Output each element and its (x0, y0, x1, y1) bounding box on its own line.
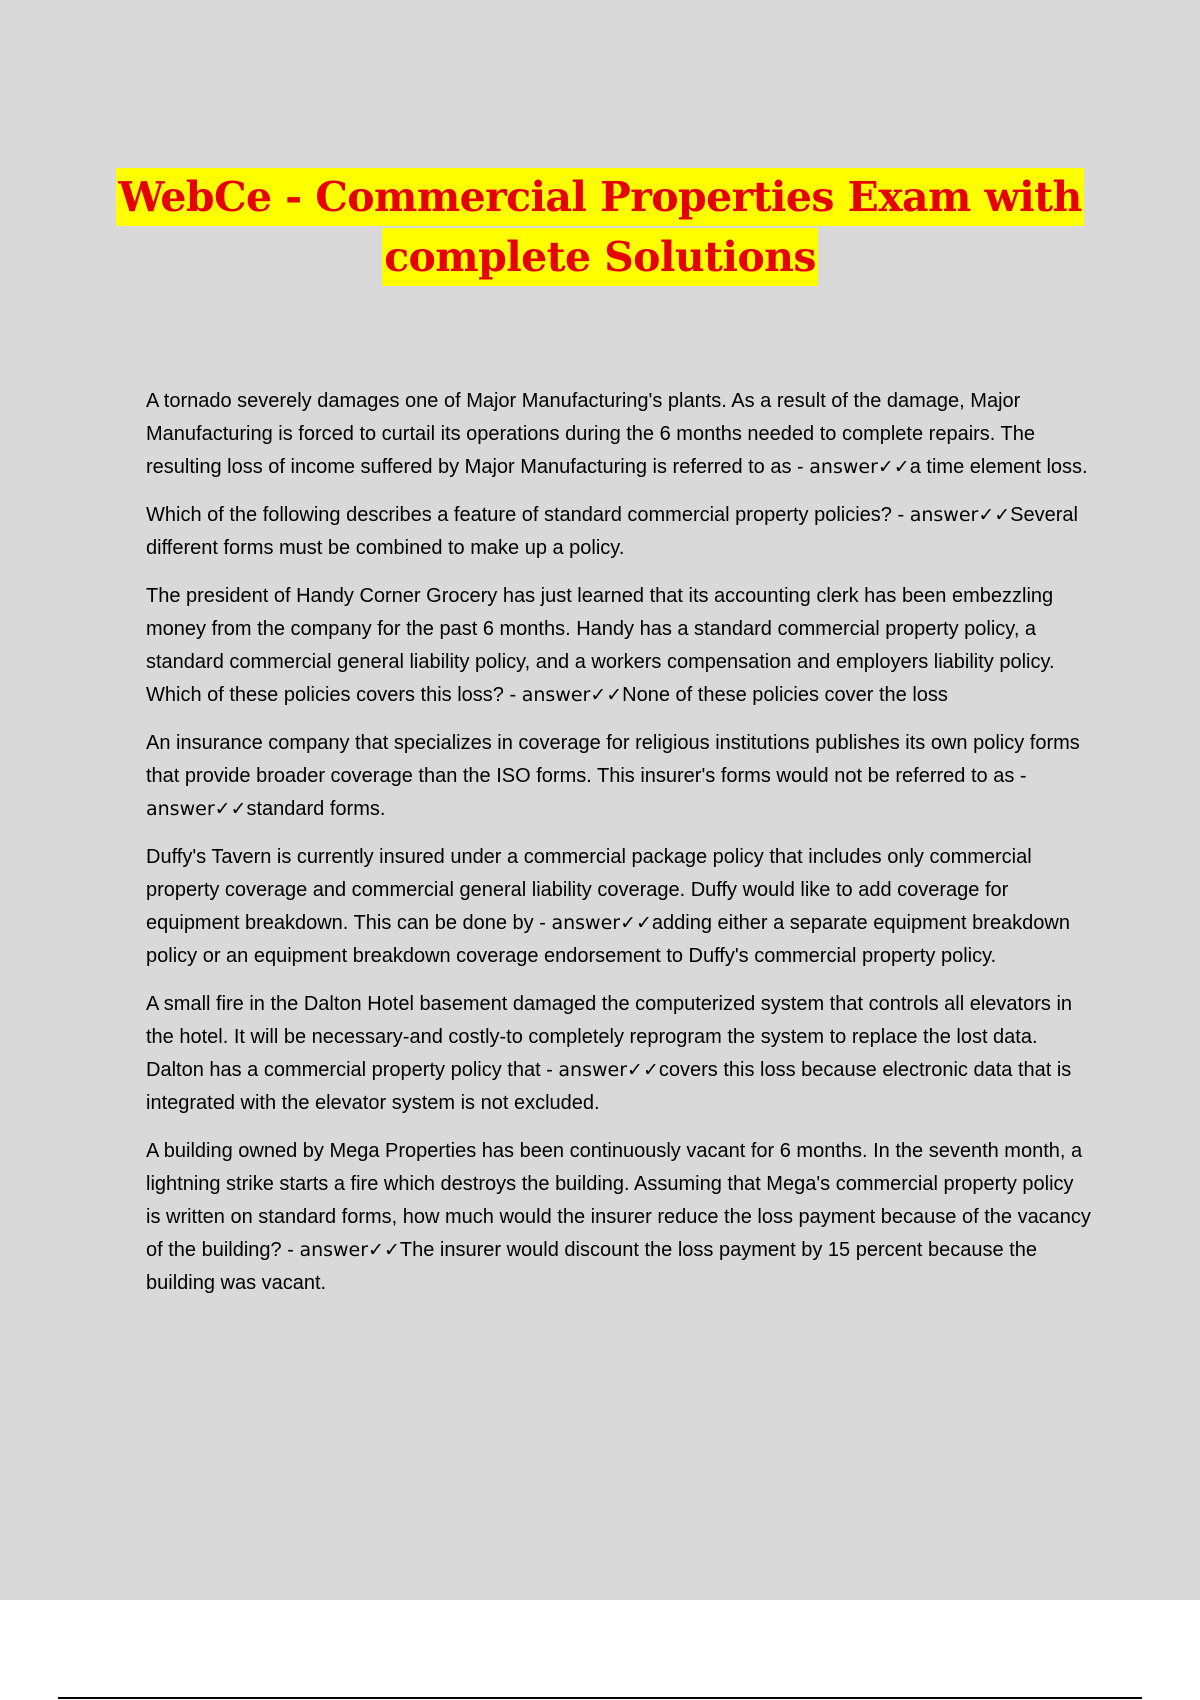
answer-text: None of these policies cover the loss (622, 684, 948, 706)
qa-list (146, 385, 1091, 1315)
answer-marker: answer✓✓ (521, 684, 623, 706)
answer-marker: answer✓✓ (299, 1239, 400, 1261)
question-text: A building owned by Mega Properties has been continuously vacant for 6 months. In the seventh month, a lightning strike starts a fire which destroys the building. Assuming that Mega's commercial property policy is written on standard forms, how much would the insurer reduce the loss payment because of the vacancy of the building? - (146, 1140, 1091, 1261)
answer-marker: answer✓✓ (809, 456, 910, 478)
qa-item (146, 1135, 1091, 1300)
question-text: An insurance company that specializes in coverage for religious institutions publishes its own policy forms that provide broader coverage than the ISO forms. This insurer's forms would not be referred to as - (146, 732, 1080, 787)
qa-item (146, 385, 1091, 484)
question-text: A tornado severely damages one of Major Manufacturing's plants. As a result of the damage, Major Manufacturing is forced to curtail its operations during the 6 months needed to complete repairs. The resulting loss of income suffered by Major Manufacturing is referred to as - (146, 390, 1036, 478)
question-text: A small fire in the Dalton Hotel basement damaged the computerized system that controls all elevators in the hotel. It will be necessary-and costly-to completely reprogram the system to replace the lost data. Dalton has a commercial property policy that - (146, 993, 1073, 1081)
answer-text: The insurer would discount the loss payment by 15 percent because the building was vacant. (146, 1239, 1037, 1294)
qa-item (146, 580, 1091, 712)
footer-divider (58, 1697, 1142, 1699)
answer-text: a time element loss. (909, 456, 1088, 478)
title-line-1: WebCe - Commercial Properties Exam with (116, 168, 1083, 226)
qa-item (146, 499, 1091, 565)
qa-item (146, 841, 1091, 973)
answer-text: standard forms. (246, 798, 386, 820)
question-text: Duffy's Tavern is currently insured under a commercial package policy that includes only commercial property coverage and commercial general liability coverage. Duffy would like to add coverage for equipment breakdown. This can be done by - (146, 846, 1032, 934)
question-text: Which of the following describes a feature of standard commercial property policies? - (146, 504, 910, 526)
answer-marker: answer✓✓ (909, 504, 1011, 526)
document-title (0, 168, 1200, 286)
title-line-2: complete Solutions (382, 228, 818, 286)
qa-item (146, 727, 1091, 826)
question-text: The president of Handy Corner Grocery has just learned that its accounting clerk has been embezzling money from the company for the past 6 months. Handy has a standard commercial property policy, a standard commercial general liability policy, and a workers compensation and employers liability policy. Which of these policies covers this loss? - (146, 585, 1055, 706)
qa-item (146, 988, 1091, 1120)
answer-text: Several different forms must be combined to make up a policy. (146, 504, 1078, 559)
answer-marker: answer✓✓ (551, 912, 652, 934)
answer-marker: answer✓✓ (146, 798, 247, 820)
answer-marker: answer✓✓ (558, 1059, 659, 1081)
answer-text: covers this loss because electronic data that is integrated with the elevator system is not excluded. (146, 1059, 1072, 1114)
answer-text: adding either a separate equipment breakdown policy or an equipment breakdown coverage endorsement to Duffy's commercial property policy. (146, 912, 1070, 967)
